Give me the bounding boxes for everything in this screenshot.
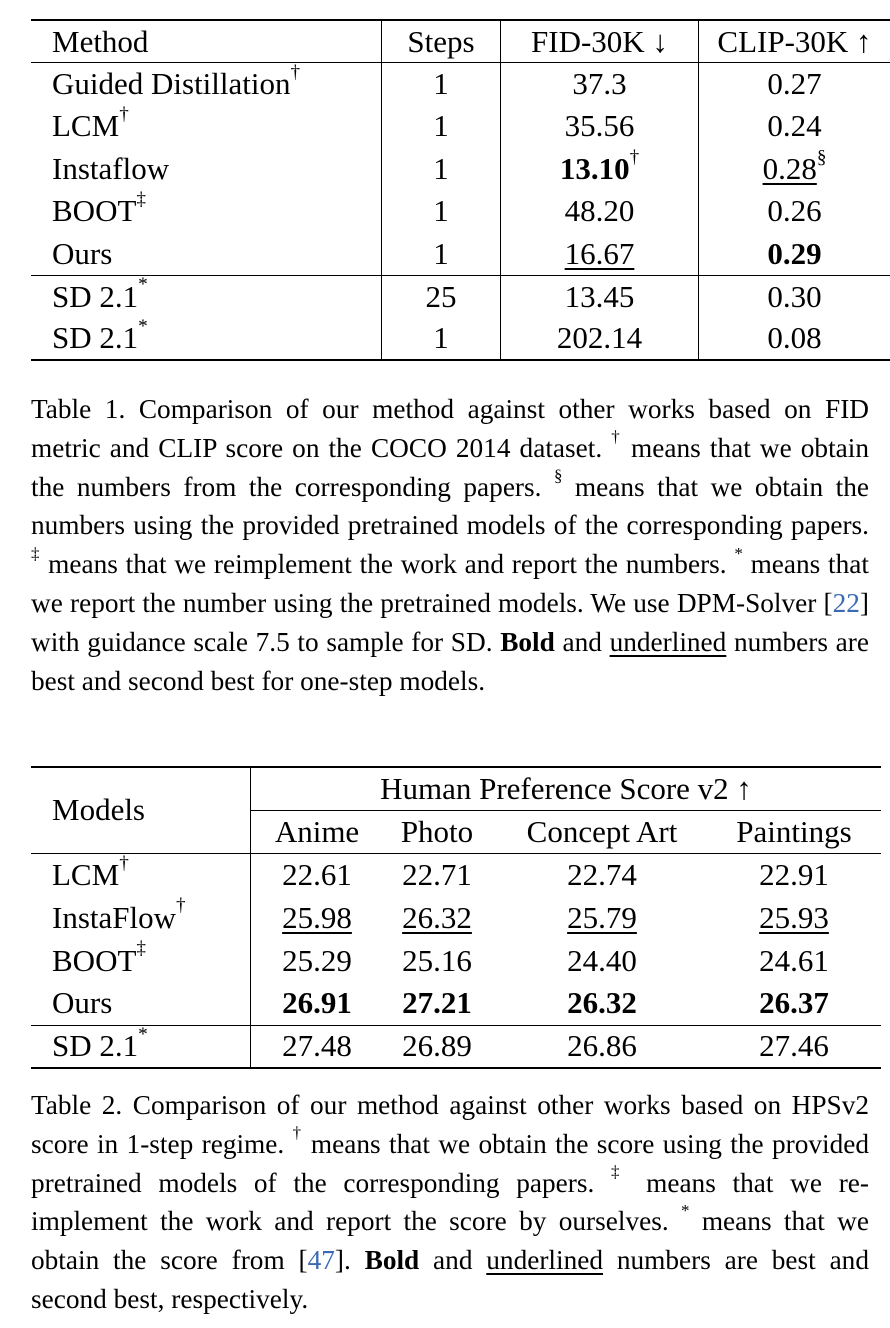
fid-value: 13.10 xyxy=(559,150,630,186)
footnote-mark: ‡ xyxy=(136,189,146,211)
table-1 xyxy=(31,19,890,361)
caption-text: means that we obtain the score from [ xyxy=(31,1206,870,1276)
header-clip: CLIP-30K ↑ xyxy=(699,20,890,63)
caption-text: means that we reimplement the work and report the numbers. xyxy=(40,549,735,580)
fid-cell: 35.56 xyxy=(501,105,699,148)
photo-cell: 26.89 xyxy=(377,1025,497,1068)
caption-text: and xyxy=(419,1245,487,1276)
steps-cell: 1 xyxy=(382,148,501,191)
table-row xyxy=(31,982,881,1025)
paintings-cell-best: 26.37 xyxy=(759,985,829,1021)
table-row xyxy=(31,233,890,276)
citation-link[interactable]: 22 xyxy=(832,587,860,618)
method-cell xyxy=(31,318,382,361)
caption-text: means that we obtain the numbers using the provided pretrained models of the corresponding papers. xyxy=(31,471,869,541)
paintings-cell-second xyxy=(707,896,881,939)
steps-cell: 1 xyxy=(382,233,501,276)
photo-cell: 22.71 xyxy=(402,856,472,892)
paintings-cell: 22.91 xyxy=(759,856,829,892)
table-row xyxy=(31,63,890,106)
steps-cell: 1 xyxy=(382,105,501,148)
header-fid: FID-30K ↓ xyxy=(501,20,699,63)
method-cell xyxy=(31,190,382,233)
photo-cell-second xyxy=(377,896,497,939)
steps-cell: 25 xyxy=(382,275,501,318)
model-cell: Ours xyxy=(31,982,251,1025)
footnote-mark: * xyxy=(138,1024,148,1046)
footnote-mark: * xyxy=(138,316,148,338)
footnote-mark: † xyxy=(119,104,129,126)
footnote-mark: * xyxy=(138,274,148,296)
table-row xyxy=(31,939,881,982)
concept-cell: 26.86 xyxy=(497,1025,707,1068)
steps-cell: 1 xyxy=(382,63,501,106)
table-row xyxy=(31,105,890,148)
anime-cell-second xyxy=(251,896,378,939)
clip-cell: 0.30 xyxy=(699,275,890,318)
footnote-mark: § xyxy=(816,146,827,168)
caption-text: ]. xyxy=(334,1245,365,1276)
method-name: SD 2.1 xyxy=(52,320,139,356)
concept-cell: 24.40 xyxy=(567,942,637,978)
paintings-cell: 24.61 xyxy=(759,942,829,978)
header-paintings: Paintings xyxy=(707,810,881,853)
concept-cell-best: 26.32 xyxy=(567,985,637,1021)
table-2-caption xyxy=(31,1086,869,1319)
caption-text: means that we re-implement the work and report the score by ourselves. xyxy=(31,1167,870,1237)
footnote-mark: ‡ xyxy=(136,938,146,960)
clip-cell-best: 0.29 xyxy=(699,233,890,276)
score-value: 26.32 xyxy=(402,899,472,935)
caption-bold-word: Bold xyxy=(364,1245,420,1276)
model-name: BOOT xyxy=(52,942,137,978)
model-cell xyxy=(31,1025,251,1068)
caption-text: means that we obtain the numbers from the corresponding papers. xyxy=(31,432,869,502)
concept-cell-second xyxy=(497,896,707,939)
clip-cell: 0.24 xyxy=(699,105,890,148)
steps-cell: 1 xyxy=(382,318,501,361)
caption-bold-word: Bold xyxy=(500,626,555,657)
header-models: Models xyxy=(31,767,251,853)
clip-value: 0.28 xyxy=(762,150,817,186)
footnote-mark: ‡ xyxy=(611,1162,630,1182)
footnote-mark: † xyxy=(611,427,622,447)
score-value: 25.93 xyxy=(759,899,829,935)
clip-cell-second xyxy=(699,148,890,191)
anime-cell: 27.48 xyxy=(251,1025,378,1068)
score-value: 25.79 xyxy=(567,899,637,935)
footnote-mark: † xyxy=(176,895,186,917)
anime-cell: 22.61 xyxy=(282,856,352,892)
photo-cell-best: 27.21 xyxy=(402,985,472,1021)
method-cell: Instaflow xyxy=(52,150,170,186)
caption-text: means that we report the number using the pretrained models. We use DPM-Solver [ xyxy=(31,549,869,618)
footnote-mark: ‡ xyxy=(31,543,41,563)
table-2 xyxy=(31,766,881,1069)
fid-cell: 37.3 xyxy=(501,63,699,106)
footnote-mark: § xyxy=(553,466,563,486)
model-name: InstaFlow xyxy=(52,899,176,935)
anime-cell: 25.29 xyxy=(282,942,352,978)
model-cell xyxy=(31,896,251,939)
table-2-header-row-1 xyxy=(31,767,881,810)
caption-underlined-word: underlined xyxy=(486,1245,604,1276)
table-row xyxy=(31,148,890,191)
caption-text: ] with guidance scale 7.5 to sample for SD. xyxy=(31,587,869,657)
table-1-caption xyxy=(31,390,869,700)
caption-text: numbers are best and second best for one-step models. xyxy=(31,626,869,696)
method-name: BOOT xyxy=(52,193,137,229)
fid-cell: 202.14 xyxy=(501,318,699,361)
header-photo: Photo xyxy=(377,810,497,853)
fid-value: 16.67 xyxy=(564,235,635,271)
anime-cell-best: 26.91 xyxy=(282,985,352,1021)
table-row xyxy=(31,275,890,318)
clip-cell: 0.27 xyxy=(699,63,890,106)
table-row xyxy=(31,190,890,233)
model-cell xyxy=(31,939,251,982)
footnote-mark: † xyxy=(119,852,129,874)
model-name: LCM xyxy=(52,856,120,892)
fid-cell: 13.45 xyxy=(501,275,699,318)
footnote-mark: † xyxy=(292,1123,303,1143)
method-name: LCM xyxy=(52,108,120,144)
footnote-mark: * xyxy=(681,1201,690,1221)
caption-underlined-word: underlined xyxy=(609,626,727,657)
header-hps-group: Human Preference Score v2 ↑ xyxy=(251,767,882,810)
header-concept-art: Concept Art xyxy=(497,810,707,853)
model-cell xyxy=(31,853,251,896)
table-row xyxy=(31,1025,881,1068)
method-cell xyxy=(31,63,382,106)
paintings-cell: 27.46 xyxy=(707,1025,881,1068)
method-cell xyxy=(31,275,382,318)
footnote-mark: † xyxy=(629,146,640,168)
steps-cell: 1 xyxy=(382,190,501,233)
caption-text: and xyxy=(554,626,610,657)
table-row xyxy=(31,853,881,896)
table-row xyxy=(31,896,881,939)
clip-cell: 0.08 xyxy=(699,318,890,361)
table-row xyxy=(31,318,890,361)
method-name: Guided Distillation xyxy=(52,66,291,101)
fid-cell: 48.20 xyxy=(501,190,699,233)
photo-cell: 25.16 xyxy=(402,942,472,978)
caption-text: Table 2. Comparison of our method against other works based on HPSv2 score in 1-step regime. xyxy=(31,1090,869,1159)
caption-text: Table 1. Comparison of our method against other works based on FID metric and CLIP score on the COCO 2014 dataset. xyxy=(31,394,869,463)
fid-cell-best xyxy=(501,148,699,191)
table-1-header-row xyxy=(31,20,890,63)
concept-cell: 22.74 xyxy=(567,856,637,892)
header-anime: Anime xyxy=(251,810,378,853)
method-cell: Ours xyxy=(52,235,113,271)
model-name: SD 2.1 xyxy=(52,1028,139,1064)
method-cell xyxy=(31,105,382,148)
fid-cell-second xyxy=(501,233,699,276)
caption-text: numbers are best and second best, respectively. xyxy=(31,1245,869,1314)
clip-cell: 0.26 xyxy=(699,190,890,233)
header-steps: Steps xyxy=(382,20,501,63)
citation-link[interactable]: 47 xyxy=(307,1245,335,1276)
footnote-mark: † xyxy=(290,61,301,83)
score-value: 25.98 xyxy=(282,899,352,935)
caption-text: means that we obtain the score using the provided pretrained models of the corresponding papers. xyxy=(31,1128,869,1198)
footnote-mark: * xyxy=(734,543,743,563)
method-name: SD 2.1 xyxy=(52,278,139,314)
header-method: Method xyxy=(31,20,382,63)
